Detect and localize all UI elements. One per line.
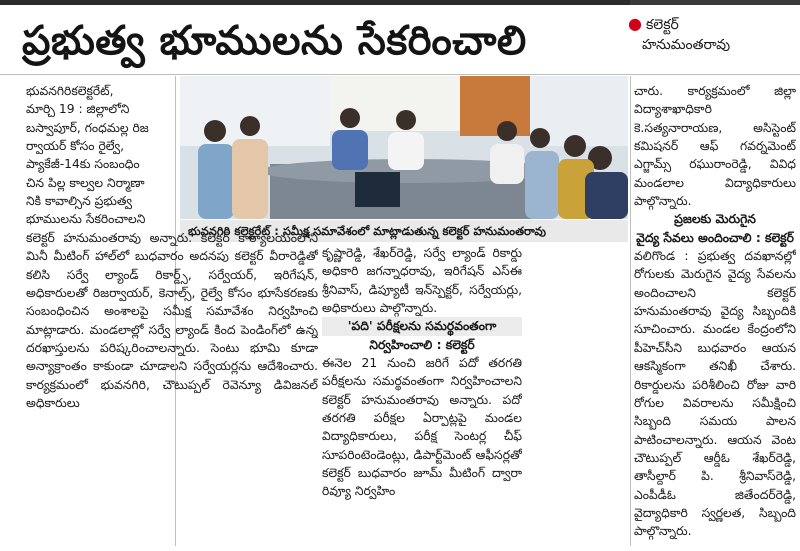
bullet-icon: ● [628,14,642,33]
meeting-photo [180,76,628,219]
byline [628,14,798,55]
intro-line: నికి కావాల్సిన ప్రభుత్వ [26,194,133,209]
right-paragraph-2: వలిగొండ : ప్రభుత్వ దవఖానల్లో రోగులకు మెరుగైన వైద్య సేవలను అందించాలని కలెక్టర్ హనుమంతరావు వైద్య సిబ్బందికి సూచించారు. మండల కేంద్రంలోని పీహెచ్‌సీని బుధవారం ఆయన ఆకస్మికంగా తనిఖీ చేశారు. రికార్డులను పరిశీలించి రోజు వారి రోగుల వివరాలను సమీక్షించి సిబ్బంది సమయ పాలన పాటించాలన్నారు. ఆయన వెంట చౌటుప్పల్ ఆర్డీఓ శేఖర్‌రెడ్డి, తాసీల్దార్ పి. శ్రీనివాస్‌రెడ్డి, ఎంపీడీఓ జితేందర్‌రెడ్డి, వైద్యాధికారి స్వర్ణలత, సిబ్బంది పాల్గొన్నారు. [634,249,796,539]
right-subheading-1: ప్రజలకు మెరుగైన [674,212,756,227]
right-column [634,82,796,549]
intro-line: ప్యాకేజీ-14కు సంబంధిం [26,157,140,172]
column-divider-right [630,76,631,546]
intro-line: భువనగిరికలెక్టరేట్, [26,84,114,98]
left-column-body [26,229,318,549]
headline: ప్రభుత్వ భూములను సేకరించాలి [22,18,527,64]
intro-line: భూములను సేకరించాలని [26,212,146,227]
byline-line-2: హనుమంతరావు [642,37,731,53]
right-paragraph-1: చారు. కార్యక్రమంలో జిల్లా విద్యాశాఖాధికారి కె.సత్యనారాయణ, అసిస్టెంట్ కమిషనర్ ఆఫ్ గవర్నమెంట్ ఎగ్జామ్స్ రఘురాంరెడ్డి, వివిధ మండలాల విద్యాధికారులు పాల్గొన్నారు. [634,84,796,209]
middle-paragraph-1: కృష్ణారెడ్డి, శేఖర్‌రెడ్డి, సర్వే ల్యాండ్ రికార్డు అధికారి జగన్నాధరావు, ఇరిగేషన్ ఎస్ఈ శ్రీనివాస్, డిప్యూటీ ఇన్‌స్పెక్టర్, సర్వేయర్లు, అధికారులు పాల్గొన్నారు. [322,246,522,316]
intro-line: మార్చి 19 : జిల్లాలోని [26,102,130,117]
left-column-intro [26,82,172,229]
middle-subheading-1: 'పది' పరీక్షలను సమర్థవంతంగా [322,317,522,335]
article-body: కలెక్టర్ హనుమంతరావు అన్నారు. కలెక్టర్ కార్యాలయంలోని మినీ మీటింగ్ హాల్‌లో బుధవారం అదనపు కలెక్టర్ వీరారెడ్డితో కలిసి సర్వే ల్యాండ్ రికార్డ్స్, సర్వేయర్, ఇరిగేషన్, అధికారులతో రిజర్వాయర్, కెనాల్స్, రైల్వే కోసం భూసేకరణకు సంబంధించిన అంశాలపై సమీక్ష సమావేశం నిర్వహించి మాట్లాడారు. మండలాల్లో సర్వే ల్యాండ్ కింద పెండింగ్‌లో ఉన్న దరఖాస్తులను పరిష్కరించాలన్నారు. సెంటు భూమి కూడా అన్యాక్రాంతం కాకుండా చూడాలని సర్వేయర్లను ఆదేశించారు. కార్యక్రమంలో భువనగిరి, చౌటుప్పల్ రెవెన్యూ డివిజనల్ అధికారులు [26,231,318,411]
intro-line: బస్వాపూర్, గంధమల్ల రిజ [26,120,149,135]
middle-paragraph-2: ఈనెల 21 నుంచి జరిగే పదో తరగతి పరీక్షలను సమర్థవంతంగా నిర్వహించాలని కలెక్టర్ హనుమంతరావు అన్నారు. పదో తరగతి పరీక్షల ఏర్పాట్లపై మండల విద్యాధికారులు, పరీక్ష సెంటర్ల చీఫ్ సూపరింటెండెంట్లు, డిపార్ట్‌మెంట్ ఆఫీసర్లతో కలెక్టర్ బుధవారం జూమ్ మీటింగ్ ద్వారా రివ్యూ నిర్వహిం [322,356,522,499]
top-border-accent [630,0,800,5]
headline-divider [0,74,800,75]
intro-line: ర్వాయర్ కోసం రైల్వే, [26,139,124,154]
byline-line-1: కలెక్టర్ [645,17,679,33]
middle-subheading-2: నిర్వహించాలి : కలెక్టర్ [369,337,475,352]
right-subheading-2: వైద్య సేవలు అందించాలి : కలెక్టర్ [636,230,794,245]
photo-caption: భువనగిరి కలెక్టరేట్ : సమీక్ష సమావేశంలో మాట్లాడుతున్న కలెక్టర్ హనుమంతరావు [180,220,628,242]
intro-line: చిన పిల్ల కాల్వల నిర్మాణా [26,175,145,190]
middle-column [322,244,522,549]
